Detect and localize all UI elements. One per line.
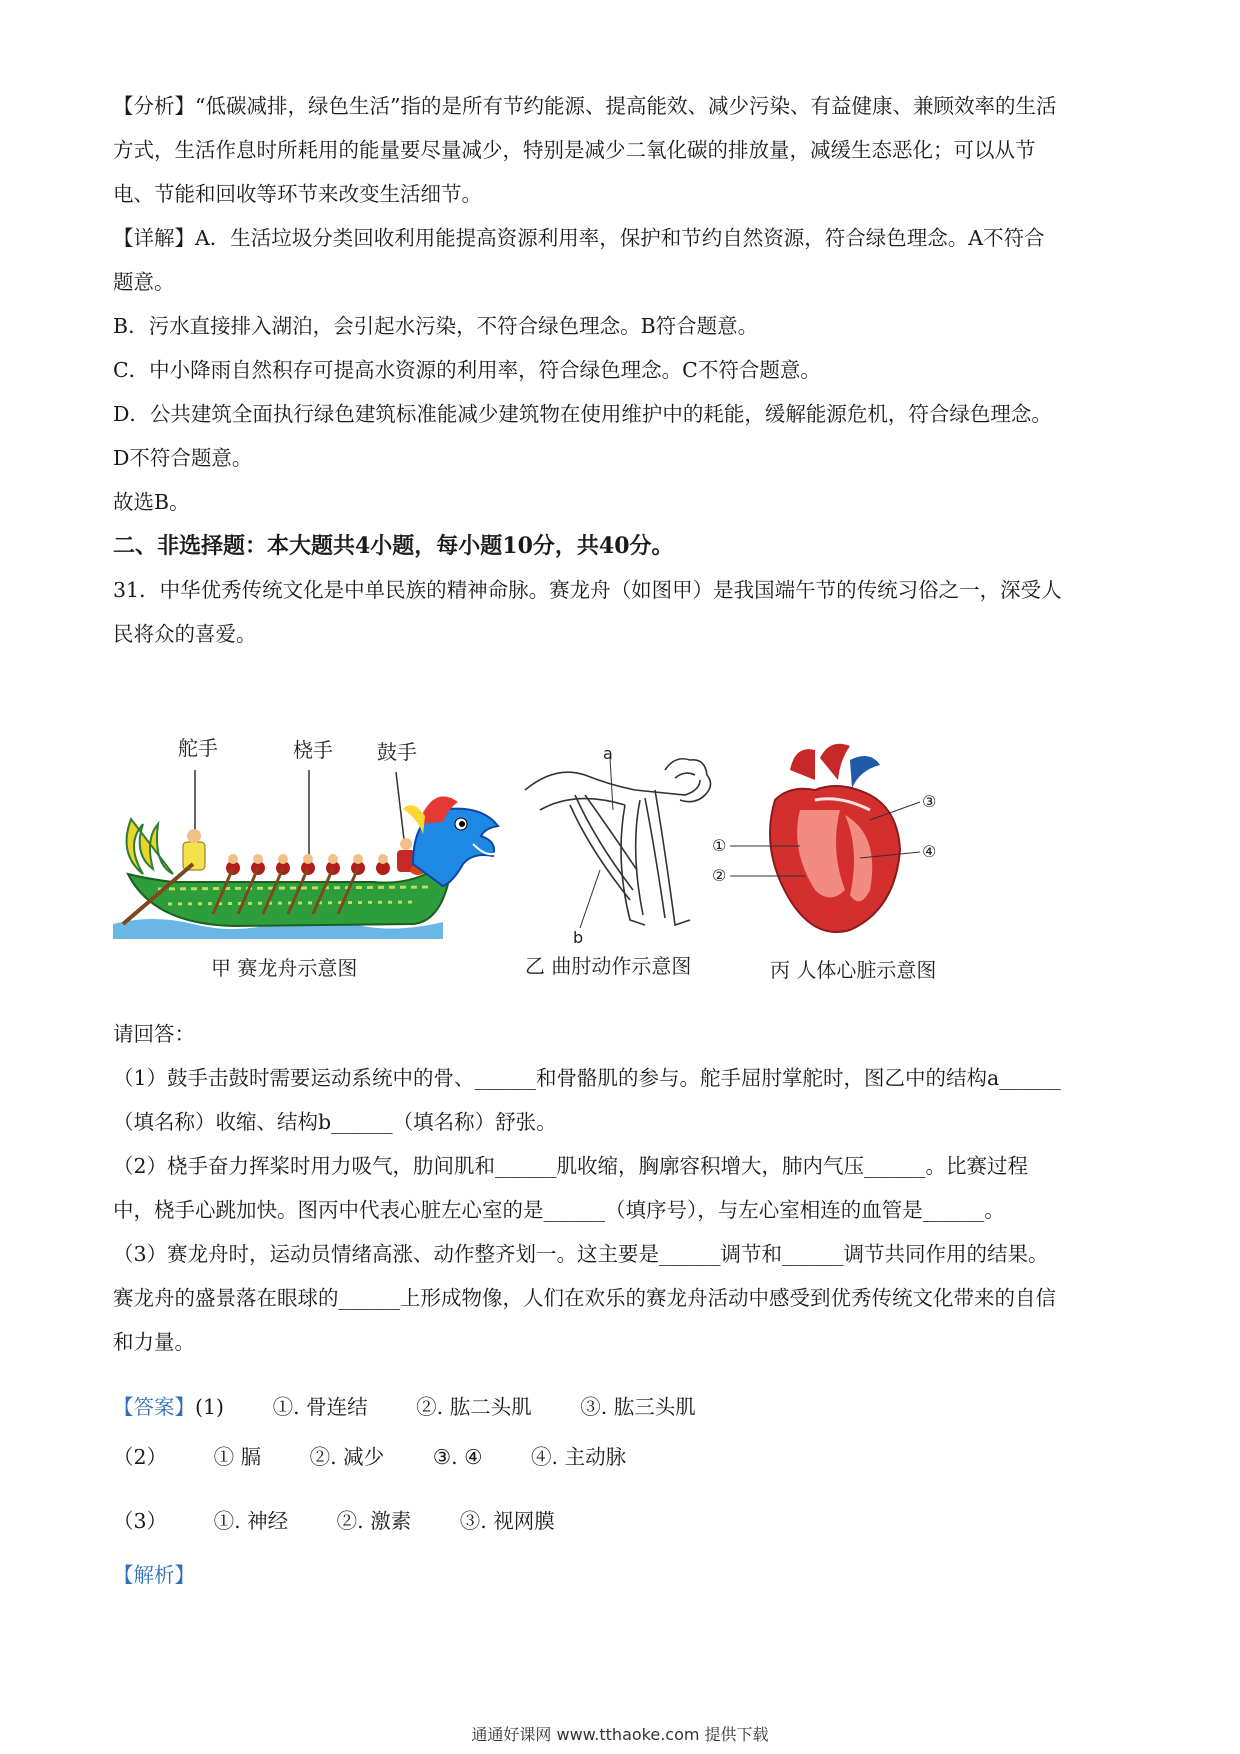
heart-label-1: ①	[712, 836, 727, 855]
heart-label-4: ④	[922, 842, 937, 861]
answer-1-2: ②. 肱二头肌	[416, 1395, 532, 1419]
part-line-1: （1）鼓手击鼓时需要运动系统中的骨、______和骨骼肌的参与。舵手屈肘掌舵时，图乙中的结构a______	[113, 1066, 1061, 1090]
heart-label-2: ②	[712, 866, 727, 885]
answer-row-2	[113, 1442, 626, 1472]
dragon-boat-illustration	[113, 764, 503, 964]
heart-illustration	[720, 740, 950, 940]
part-line-6: 赛龙舟的盛景落在眼球的______上形成物像，人们在欢乐的赛龙舟活动中感受到优秀传统文化带来的自信	[113, 1286, 1056, 1310]
question-prompt: 请回答：	[113, 1022, 195, 1046]
heart-caption: 丙 人体心脏示意图	[770, 958, 937, 982]
detail-line-1: 【详解】A．生活垃圾分类回收利用能提高资源利用率，保护和节约自然资源，符合绿色理念。A不符合	[113, 226, 1045, 250]
answer-1-3: ③. 肱三头肌	[580, 1395, 696, 1419]
detail-line-4: C．中小降雨自然积存可提高水资源的利用率，符合绿色理念。C不符合题意。	[113, 358, 821, 382]
answer-2-4: ④. 主动脉	[531, 1445, 627, 1469]
arm-label-a: a	[603, 744, 613, 763]
part-line-4: 中，桡手心跳加快。图丙中代表心脏左心室的是______（填序号），与左心室相连的血管是______。	[113, 1198, 1005, 1222]
answer-3-2: ②. 激素	[336, 1509, 412, 1533]
heart-figure	[700, 740, 980, 980]
boat-label-rowers: 桡手	[293, 738, 333, 762]
boat-label-helmsman: 舵手	[178, 736, 218, 760]
detail-line-6: D不符合题意。	[113, 446, 253, 470]
part-line-2: （填名称）收缩、结构b______（填名称）舒张。	[113, 1110, 557, 1134]
answer-row-3-num: （3）	[113, 1509, 168, 1533]
answer-2-1: ① 膈	[213, 1445, 262, 1469]
answer-2-3: ③. ④	[432, 1445, 483, 1469]
answer-3-3: ③. 视网膜	[459, 1509, 555, 1533]
answer-3-1: ①. 神经	[213, 1509, 289, 1533]
detail-line-7: 故选B。	[113, 490, 190, 514]
answer-row-1-num: (1)	[195, 1395, 225, 1419]
part-line-3: （2）桡手奋力挥桨时用力吸气，肋间肌和______肌收缩，胸廓容积增大，肺内气压______。比赛过程	[113, 1154, 1029, 1178]
arm-caption: 乙 曲肘动作示意图	[525, 954, 692, 978]
analysis-line-1: 【分析】“低碳减排，绿色生活”指的是所有节约能源、提高能效、减少污染、有益健康、兼顾效率的生活	[113, 94, 1057, 118]
dragon-boat-figure	[113, 736, 503, 980]
answer-label: 【答案】	[113, 1395, 195, 1419]
question-intro-line-2: 民将众的喜爱。	[113, 622, 257, 646]
arm-label-b: b	[573, 928, 584, 947]
section-heading: 二、非选择题：本大题共4小题，每小题10分，共40分。	[113, 533, 674, 559]
answer-1-1: ①. 骨连结	[272, 1395, 368, 1419]
detail-line-3: B．污水直接排入湖泊，会引起水污染，不符合绿色理念。B符合题意。	[113, 314, 759, 338]
answer-row-2-num: （2）	[113, 1445, 168, 1469]
boat-caption: 甲 赛龙舟示意图	[211, 956, 358, 980]
part-line-7: 和力量。	[113, 1330, 195, 1354]
answer-2-2: ②. 减少	[309, 1445, 385, 1469]
answer-row-1	[113, 1392, 696, 1422]
page-footer: 通通好课网 www.tthaoke.com 提供下载	[471, 1725, 769, 1744]
answer-row-3	[113, 1506, 555, 1536]
heart-label-3: ③	[922, 792, 937, 811]
detail-line-5: D．公共建筑全面执行绿色建筑标准能减少建筑物在使用维护中的耗能，缓解能源危机，符合绿色理念。	[113, 402, 1052, 426]
analysis-line-2: 方式，生活作息时所耗用的能量要尽量减少，特别是减少二氧化碳的排放量，减缓生态恶化；可以从节	[113, 138, 1036, 162]
part-line-5: （3）赛龙舟时，运动员情绪高涨、动作整齐划一。这主要是______调节和______调节共同作用的结果。	[113, 1242, 1049, 1266]
analysis-line-3: 电、节能和回收等环节来改变生活细节。	[113, 182, 482, 206]
boat-label-drummer: 鼓手	[377, 740, 417, 764]
question-intro-line-1: 31．中华优秀传统文化是中单民族的精神命脉。赛龙舟（如图甲）是我国端午节的传统习俗之一，深受人	[113, 578, 1062, 602]
parse-label: 【解析】	[113, 1563, 195, 1587]
detail-line-2: 题意。	[113, 270, 175, 294]
